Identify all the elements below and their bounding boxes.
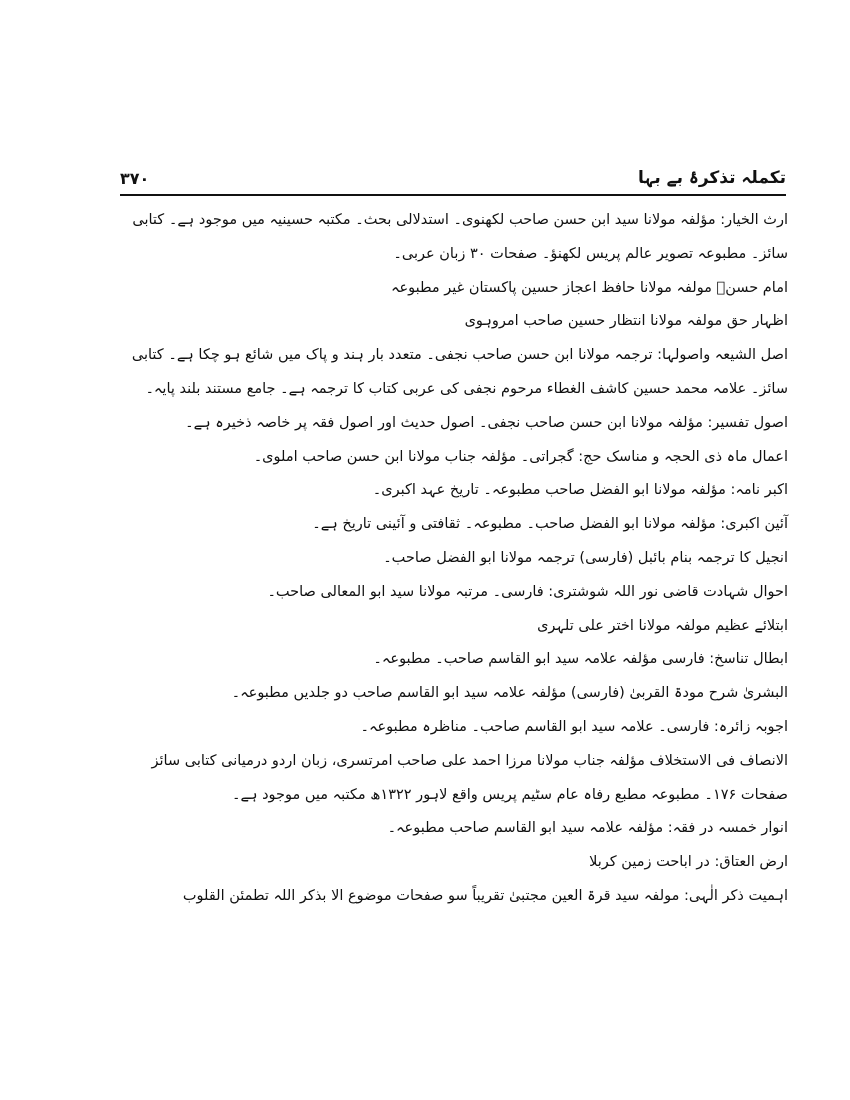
entry-line: سائز۔ علامہ محمد حسین کاشف الغطاء مرحوم نجفی کی عربی کتاب کا ترجمہ ہے۔ جامع مستند بلند پایہ۔ [145, 380, 788, 397]
entry-line: ارض العتاق: در اباحت زمین کربلا [589, 854, 788, 871]
entry-line: احوال شہادت قاضی نور اللہ شوشتری: فارسی۔ مرتبہ مولانا سید ابو المعالی صاحب۔ [267, 583, 788, 600]
entry-line: انجیل کا ترجمہ بنام بائبل (فارسی) ترجمہ مولانا ابو الفضل صاحب۔ [383, 549, 788, 566]
entry-line: سائز۔ مطبوعہ تصویر عالم پریس لکھنؤ۔ صفحات ۳۰ زبان عربی۔ [393, 245, 788, 262]
entry-line: صفحات ۱۷۶۔ مطبوعہ مطبع رفاہ عام سٹیم پریس واقع لاہور ۱۳۲۲ھ مکتبہ میں موجود ہے۔ [232, 786, 788, 803]
entry-line: انوار خمسہ در فقہ: مؤلفہ علامہ سید ابو القاسم صاحب مطبوعہ۔ [387, 820, 788, 837]
entry-line: اظہار حق مولفہ مولانا انتظار حسین صاحب امروہوی [464, 313, 788, 330]
entry-line: امام حسنؑ مولفہ مولانا حافظ اعجاز حسین پاکستان غیر مطبوعہ [390, 279, 788, 296]
entry-line: اصل الشیعہ واصولہا: ترجمہ مولانا ابن حسن صاحب نجفی۔ متعدد بار ہند و پاک میں شائع ہو چکا ہے۔ کتابی [131, 347, 788, 364]
page-header [120, 158, 786, 188]
entry-line: البشریٰ شرح مودۃ القربیٰ (فارسی) مؤلفہ علامہ سید ابو القاسم صاحب دو جلدیں مطبوعہ۔ [231, 685, 788, 702]
entry-line: اعمال ماہ ذی الحجہ و مناسک حج: گجراتی۔ مؤلفہ جناب مولانا ابن حسن صاحب املوی۔ [253, 448, 788, 465]
page-number: ۳۷۰ [120, 169, 150, 188]
entry-list [118, 204, 788, 914]
entry-line: اکبر نامہ: مؤلفہ مولانا ابو الفضل صاحب مطبوعہ۔ تاریخ عہد اکبری۔ [372, 482, 788, 499]
entry-line: اہمیت ذکر الٰہی: مولفہ سید قرۃ العین مجتبیٰ تقریباً سو صفحات موضوع الا بذکر اللہ تطمئن القلوب [182, 887, 788, 904]
entry-line: اصول تفسیر: مؤلفہ مولانا ابن حسن صاحب نجفی۔ اصول حدیث اور اصول فقہ پر خاصہ ذخیرہ ہے۔ [185, 414, 788, 431]
entry-line: الانصاف فی الاستخلاف مؤلفہ جناب مولانا مرزا احمد علی صاحب امرتسری، زبان اردو درمیانی کتابی سائز [151, 752, 788, 769]
entry-line: ارث الخیار: مؤلفہ مولانا سید ابن حسن صاحب لکھنوی۔ استدلالی بحث۔ مکتبہ حسینیہ میں موجود ہے۔ کتابی [132, 212, 788, 228]
entry-line: آئین اکبری: مؤلفہ مولانا ابو الفضل صاحب۔ مطبوعہ۔ ثقافتی و آئینی تاریخ ہے۔ [312, 516, 788, 533]
header-divider [120, 194, 786, 196]
entry-line: اجوبہ زائرہ: فارسی۔ علامہ سید ابو القاسم صاحب۔ مناظرہ مطبوعہ۔ [360, 718, 788, 735]
entry-line: ابتلائے عظیم مولفہ مولانا اختر علی تلہری [537, 617, 788, 634]
book-title: تکملہ تذکرۂ بے بہا [637, 168, 786, 188]
entry-line: ابطال تناسخ: فارسی مؤلفہ علامہ سید ابو القاسم صاحب۔ مطبوعہ۔ [373, 651, 788, 668]
